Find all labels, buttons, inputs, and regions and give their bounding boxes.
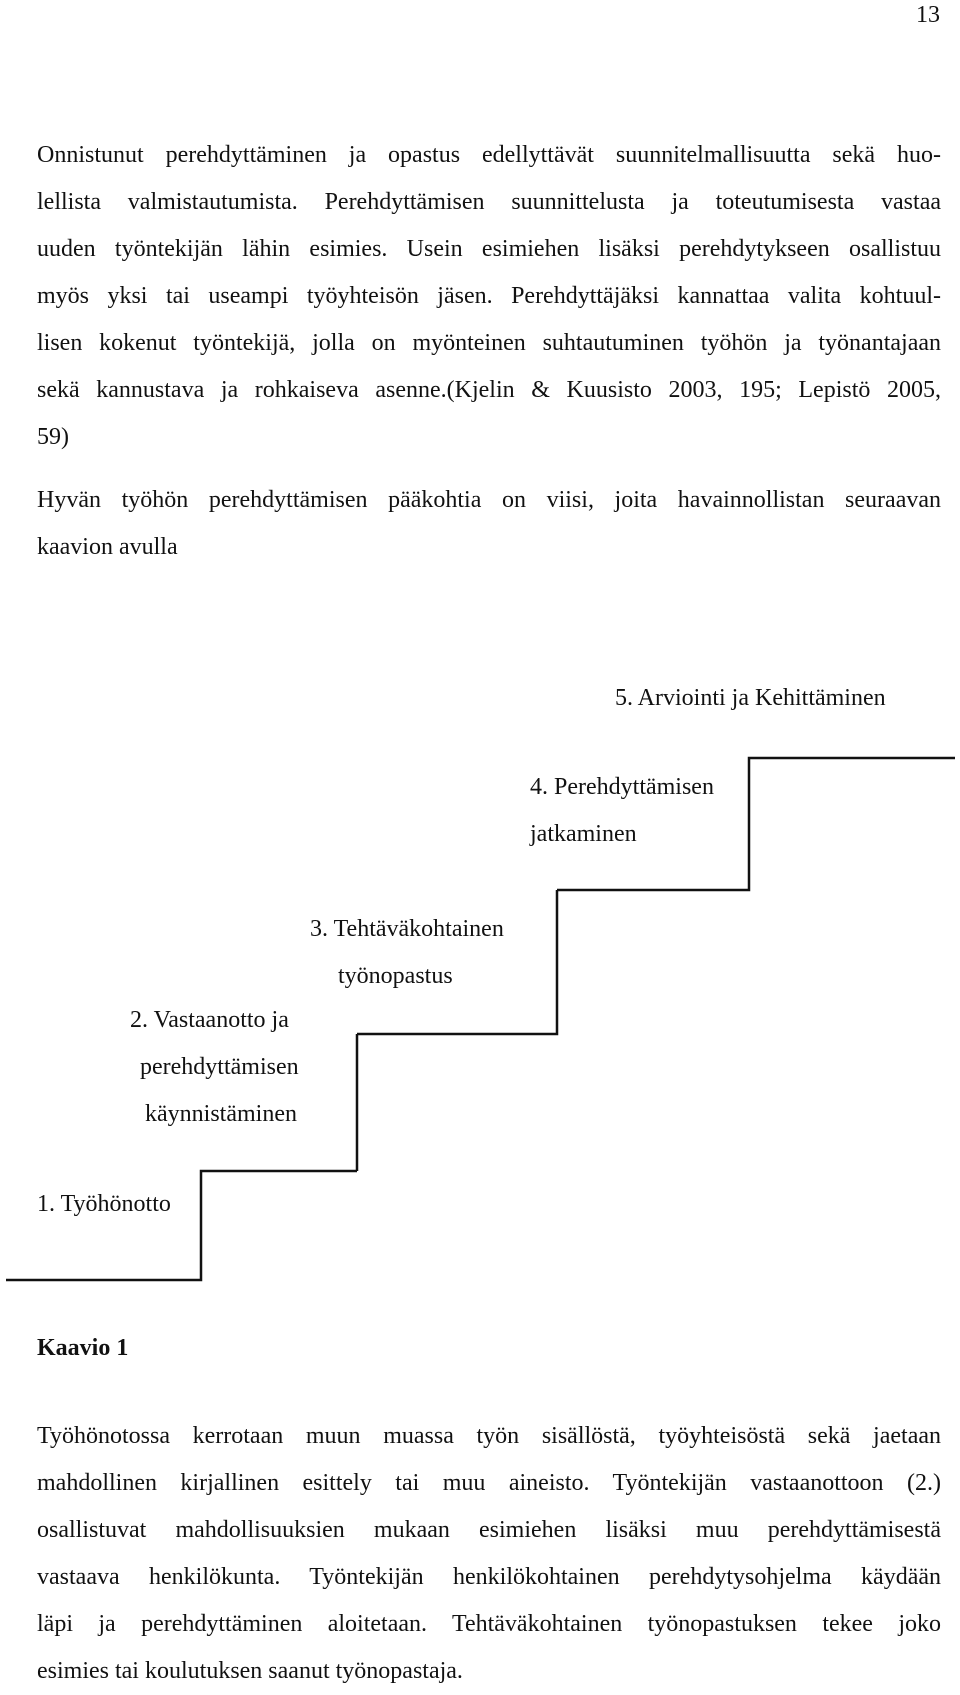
step-2-label-line-2: perehdyttämisen bbox=[140, 1054, 299, 1080]
paragraph-line: Työhönotossa kerrotaan muun muassa työn sisällöstä, työyhteisöstä sekä jaetaan bbox=[37, 1423, 941, 1449]
intro-paragraph bbox=[37, 132, 941, 461]
figure-caption: Kaavio 1 bbox=[37, 1335, 129, 1361]
diagram-intro-paragraph bbox=[37, 477, 941, 571]
description-paragraph bbox=[37, 1413, 941, 1695]
staircase-diagram bbox=[0, 685, 960, 1290]
paragraph-line: Hyvän työhön perehdyttämisen pääkohtia on viisi, joita havainnollistan seuraavan bbox=[37, 487, 941, 513]
paragraph-line: läpi ja perehdyttäminen aloitetaan. Tehtäväkohtainen työnopastuksen tekee joko bbox=[37, 1611, 941, 1637]
step-4-label-line-2: jatkaminen bbox=[530, 821, 637, 847]
paragraph-line: Onnistunut perehdyttäminen ja opastus edellyttävät suunnitelmallisuutta sekä huo- bbox=[37, 142, 941, 168]
paragraph-line: lisen kokenut työntekijä, jolla on myönteinen suhtautuminen työhön ja työnantajaan bbox=[37, 330, 941, 356]
step-3-label: 3. Tehtäväkohtainen bbox=[310, 916, 504, 942]
paragraph-line: osallistuvat mahdollisuuksien mukaan esimiehen lisäksi muu perehdyttämisestä bbox=[37, 1517, 941, 1543]
paragraph-line: esimies tai koulutuksen saanut työnopastaja. bbox=[37, 1658, 463, 1684]
page-number: 13 bbox=[916, 2, 940, 28]
paragraph-line: vastaava henkilökunta. Työntekijän henkilökohtainen perehdytysohjelma käydään bbox=[37, 1564, 941, 1590]
paragraph-line: mahdollinen kirjallinen esittely tai muu aineisto. Työntekijän vastaanottoon (2.) bbox=[37, 1470, 941, 1496]
step-2-label: 2. Vastaanotto ja bbox=[130, 1007, 289, 1033]
step-1-label: 1. Työhönotto bbox=[37, 1191, 171, 1217]
paragraph-line: sekä kannustava ja rohkaiseva asenne.(Kjelin & Kuusisto 2003, 195; Lepistö 2005, bbox=[37, 377, 941, 403]
paragraph-line: kaavion avulla bbox=[37, 534, 178, 560]
step-2-label-line-3: käynnistäminen bbox=[145, 1101, 297, 1127]
step-3-label-line-2: työnopastus bbox=[338, 963, 453, 989]
paragraph-line: 59) bbox=[37, 424, 69, 450]
paragraph-line: myös yksi tai useampi työyhteisön jäsen. Perehdyttäjäksi kannattaa valita kohtuul- bbox=[37, 283, 941, 309]
paragraph-line: uuden työntekijän lähin esimies. Usein esimiehen lisäksi perehdytykseen osallistuu bbox=[37, 236, 941, 262]
step-5-label: 5. Arviointi ja Kehittäminen bbox=[615, 685, 886, 711]
paragraph-line: lellista valmistautumista. Perehdyttämisen suunnittelusta ja toteutumisesta vastaa bbox=[37, 189, 941, 215]
step-4-label: 4. Perehdyttämisen bbox=[530, 774, 714, 800]
